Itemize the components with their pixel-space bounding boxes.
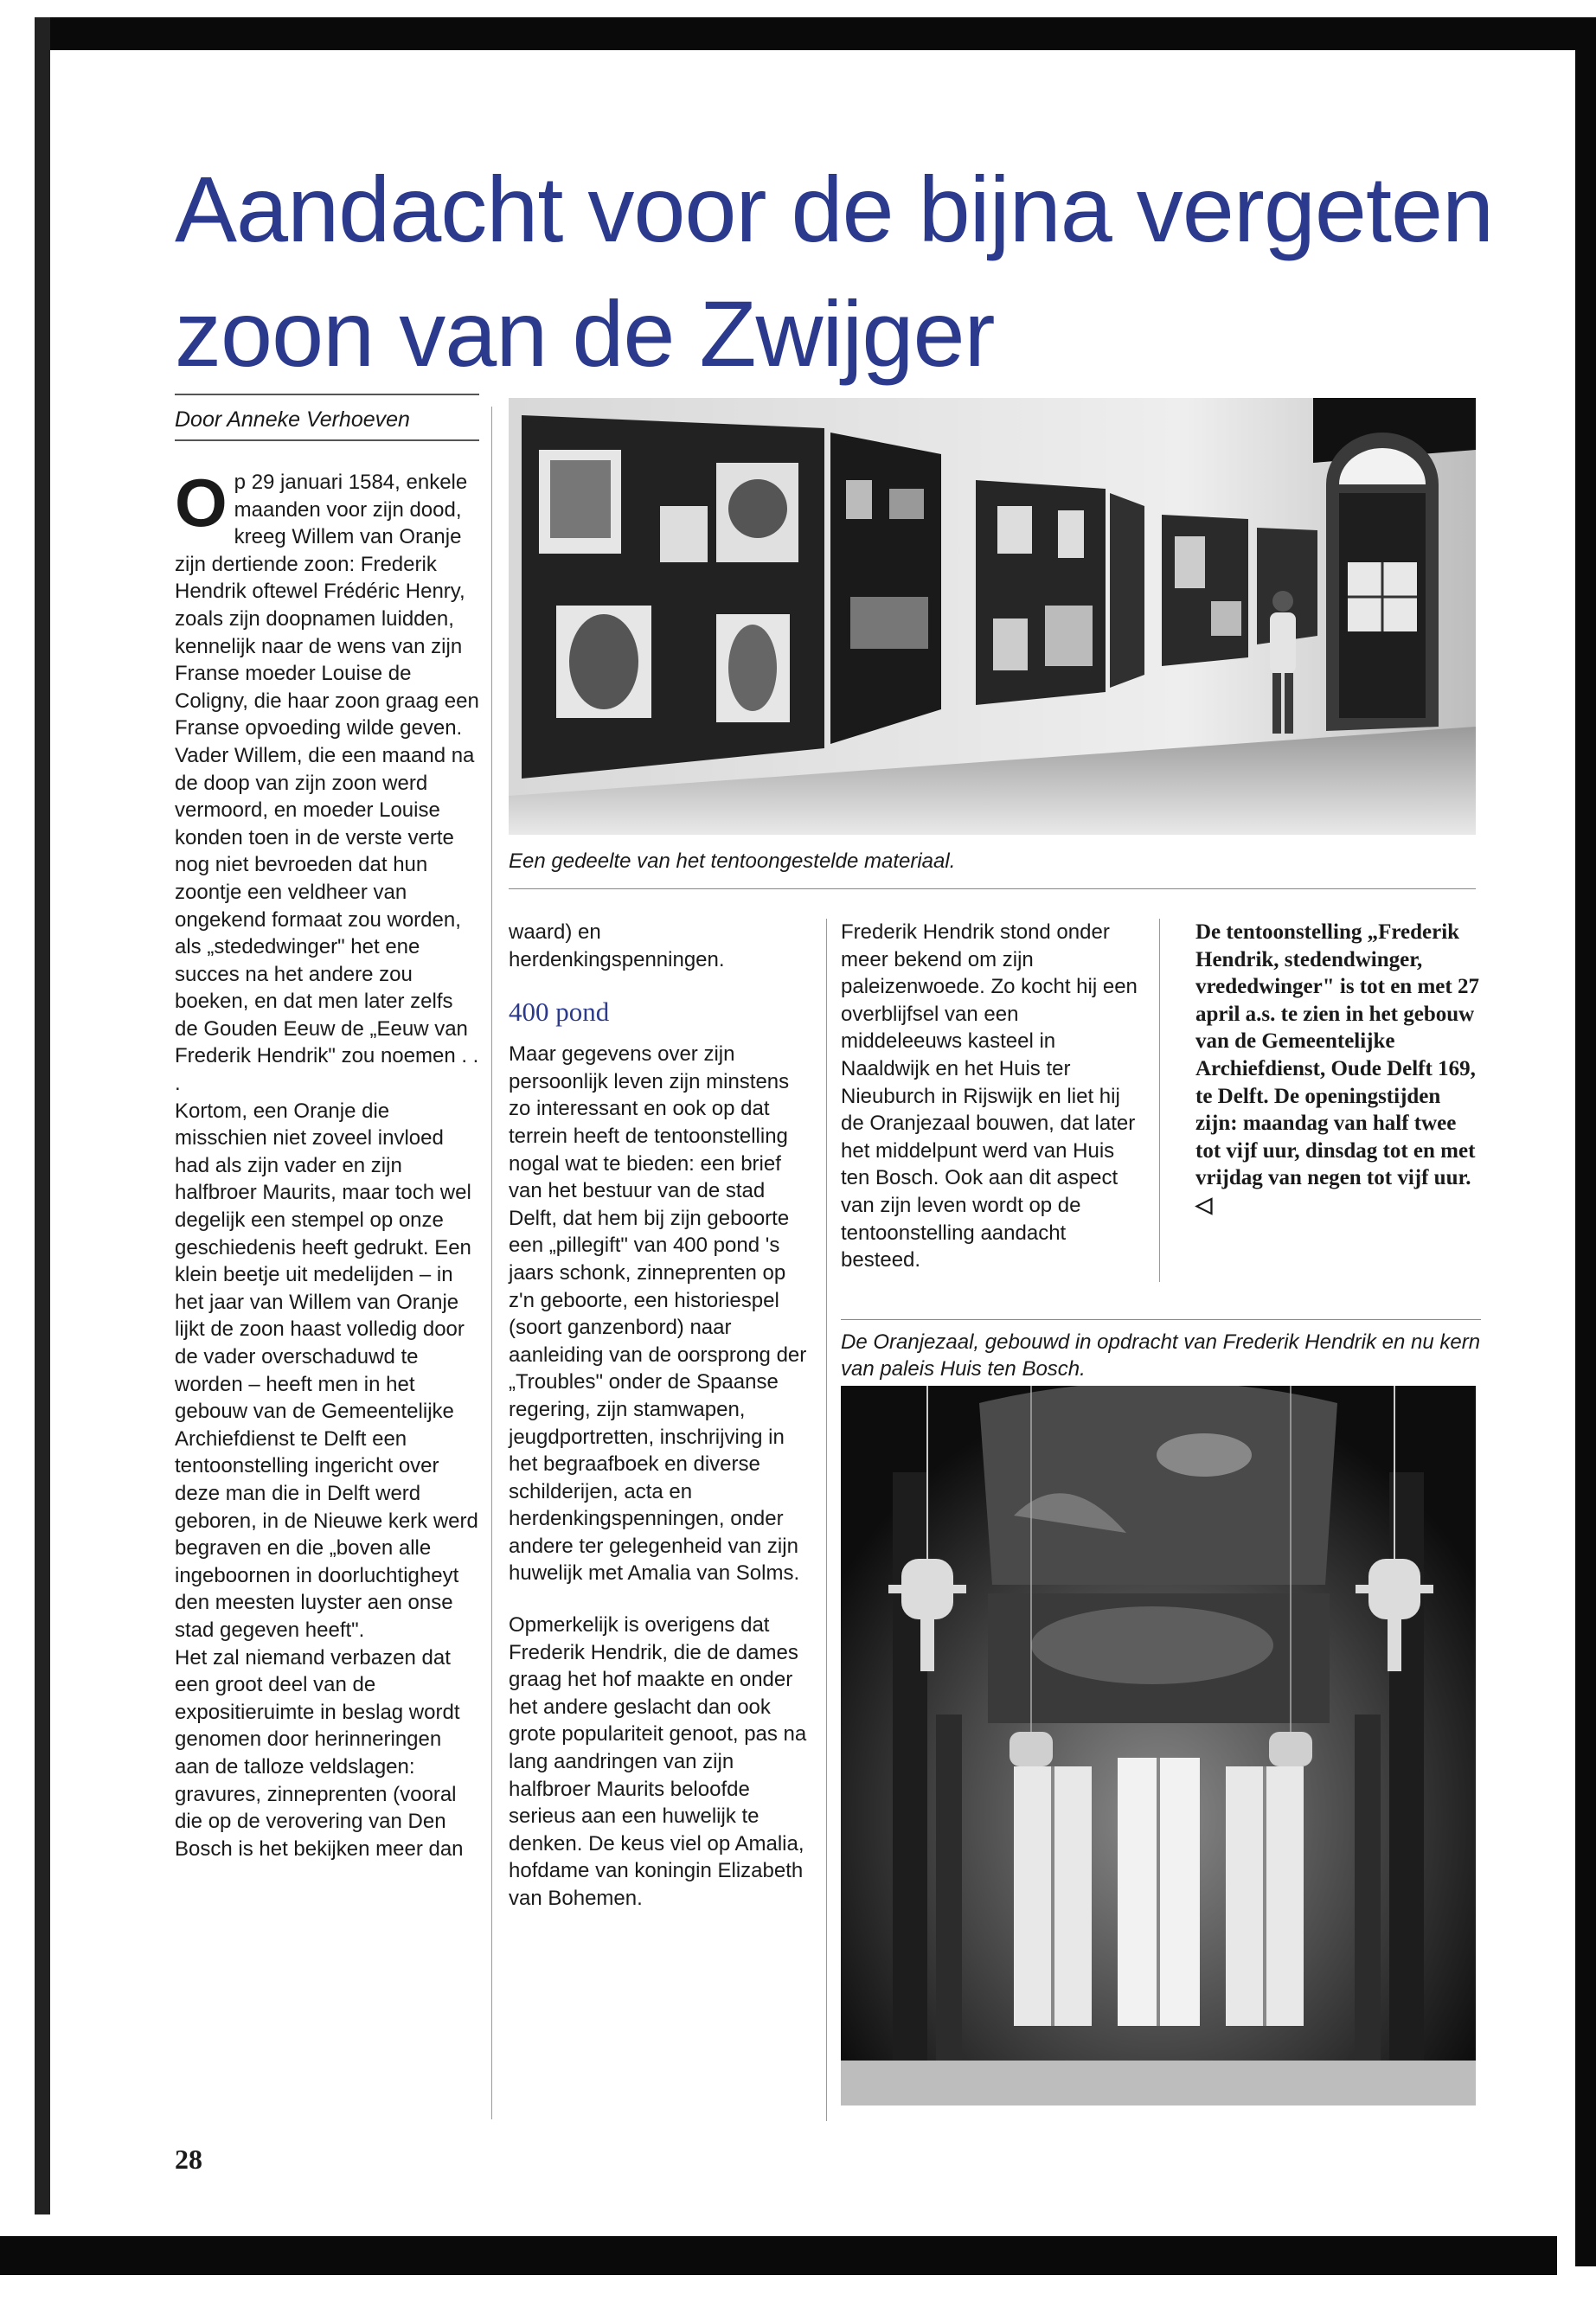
- exhibition-info-box: [1195, 919, 1481, 1220]
- paragraph-persoonlijk: Maar gegevens over zijn persoonlijk leven zijn minstens zo interessant en ook op dat terrein heeft de tentoonstelling nogal wat te bieden: een brief van het bestuur van de stad Delft, dat hem bij zijn geboorte een „pillegift" van 400 pond 's jaars schonk, zinneprenten op z'n geboorte, een historiespel (soort ganzenbord) naar aanleiding van de oorsprong der „Troubles" onder de Spaanse regering, zijn stamwapen, jeugdportretten, inschrijving in het begraafboek en diverse schilderijen, acta en herdenkingspenningen, onder andere ter gelegenheid van zijn huwelijk met Amalia van Solms.: [509, 1042, 807, 1586]
- article-title: Aandacht voor de bijna vergeten zoon van de Zwijger: [175, 157, 1494, 386]
- caption-oranjezaal: De Oranjezaal, gebouwd in opdracht van Frederik Hendrik en nu kern van paleis Huis ten Bosch.: [841, 1319, 1481, 1382]
- intro-text: p 29 januari 1584, enkele maanden voor zijn dood, kreeg Willem van Oranje zijn dertiende zoon: Frederik Hendrik oftewel Frédéric Henry, zoals zijn doopnamen luidden, kennelijk naar de wens van zijn Franse moeder Louise de Coligny, die haar zoon graag een Franse opvoeding wilde geven. Vader Willem, die een maand na de doop van zijn zoon werd vermoord, en moeder Louise konden toen in de verste verte nog niet bevroeden dat hun zoontje een veldheer van ongekend formaat zou worden, als „stededwinger" het ene succes na het andere zou boeken, en dat men later zelfs de Gouden Eeuw de „Eeuw van Frederik Hendrik" zou noemen . . .: [175, 471, 479, 1096]
- paragraph-veldslagen: Het zal niemand verbazen dat een groot deel van de expositieruimte in beslag wordt genomen door herinneringen aan de talloze veldslagen: gravures, zinneprenten (vooral die op de verovering van Den Bosch is het bekijken meer dan: [175, 1645, 464, 1861]
- scan-border-left: [35, 17, 50, 2214]
- paragraph-intro: [175, 465, 479, 1098]
- column-rule-1: [491, 407, 492, 2119]
- subheading: 400 pond: [509, 997, 610, 1028]
- oranjezaal-photo: [841, 1386, 1476, 2106]
- paragraph-huwelijk: Opmerkelijk is overigens dat Frederik Hendrik, die de dames graag het hof maakte en onder het andere geslacht dan ook grote populariteit genoot, pas na lang aandringen van zijn halfbroer Maurits beloofde serieus aan een huwelijk te denken. De keus viel op Amalia, hofdame van koningin Elizabeth van Bohemen.: [509, 1613, 807, 1910]
- oranjezaal-illustration: [841, 1386, 1476, 2106]
- page-number: 28: [175, 2144, 202, 2175]
- article-column-1: [175, 465, 479, 1862]
- info-box-text: De tentoonstelling „Frederik Hendrik, stedendwinger, vrededwinger" is tot en met 27 april a.s. te zien in het gebouw van de Gemeentelijke Archiefdienst, Oude Delft 169, te Delft. De openingstijden zijn: maandag van half twee tot vijf uur, dinsdag tot en met vrijdag van negen tot vijf uur.: [1195, 920, 1479, 1190]
- article-column-3: [841, 919, 1139, 1274]
- caption-exhibition: Een gedeelte van het tentoongestelde materiaal.: [509, 848, 1476, 889]
- end-mark: ◁: [1195, 1193, 1213, 1217]
- scan-border-bottom: [0, 2236, 1557, 2275]
- exhibition-illustration: [509, 398, 1476, 835]
- byline: Door Anneke Verhoeven: [175, 394, 479, 441]
- column-rule-2: [826, 919, 827, 2121]
- paragraph-paleizen: Frederik Hendrik stond onder meer bekend om zijn paleizenwoede. Zo kocht hij een overblijfsel van een middeleeuws kasteel in Naaldwijk en het Huis ter Nieuburch in Rijswijk en liet hij de Oranjezaal bouwen, dat later het middelpunt werd van Huis ten Bosch. Ook aan dit aspect van zijn leven wordt op de tentoonstelling aandacht besteed.: [841, 920, 1138, 1272]
- paragraph-continued: waard) en herdenkingspenningen.: [509, 920, 725, 971]
- exhibition-photo: [509, 398, 1476, 835]
- article-column-2: [509, 919, 813, 1913]
- scan-border-right: [1575, 17, 1596, 2266]
- drop-cap: O: [175, 465, 228, 541]
- scan-border-top: [50, 17, 1596, 50]
- column-rule-3: [1159, 919, 1160, 1282]
- paragraph-kortom: Kortom, een Oranje die misschien niet zoveel invloed had als zijn vader en zijn halfbroer Maurits, maar toch wel degelijk een stempel op onze geschiedenis heeft gedrukt. Een klein beetje uit medelijden – in het jaar van Willem van Oranje lijkt de zoon haast volledig door de vader overschaduwd te worden – heeft men in het gebouw van de Gemeentelijke Archiefdienst te Delft een tentoonstelling ingericht over deze man die in Delft werd geboren, in de Nieuwe kerk werd begraven en die „boven alle ingeboornen in doorluchtigheyt den meesten luyster aen onse stad gegeven heeft".: [175, 1099, 478, 1642]
